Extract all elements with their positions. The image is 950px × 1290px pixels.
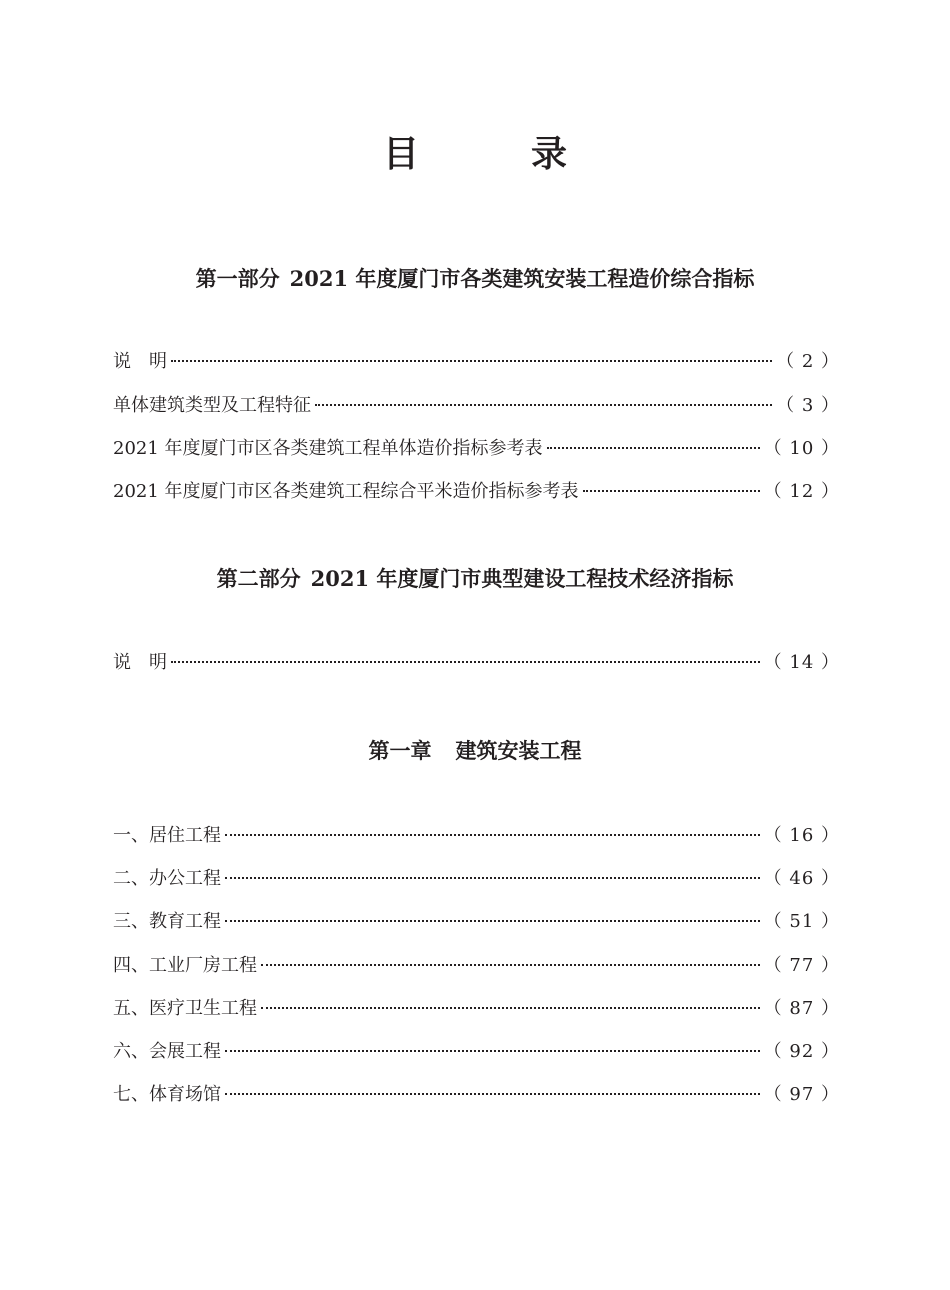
toc-item-page: （ 14 ） [763, 652, 840, 673]
dot-leader [171, 661, 760, 663]
dot-leader [315, 404, 772, 406]
page-title: 目 录 [382, 134, 605, 175]
toc-item-page: （ 2 ） [776, 351, 840, 372]
toc-item-page: （ 77 ） [763, 955, 840, 976]
toc-item-label: 2021 年度厦门市区各类建筑工程单体造价指标参考表 [113, 438, 543, 459]
toc-item-page: （ 10 ） [763, 438, 840, 459]
toc-item[interactable] [113, 391, 840, 421]
toc-item-page: （ 87 ） [763, 998, 840, 1019]
toc-item[interactable] [113, 821, 840, 851]
toc-item-label: 三、教育工程 [113, 911, 221, 932]
dot-leader [225, 877, 760, 879]
part1-heading [0, 264, 950, 294]
chapter1-label: 第一章 [368, 738, 432, 763]
dot-leader [225, 920, 760, 922]
part1-label: 第一部分 [195, 266, 280, 291]
toc-item-label: 单体建筑类型及工程特征 [113, 395, 311, 416]
toc-item[interactable] [113, 994, 840, 1024]
toc-item-page: （ 3 ） [776, 395, 840, 416]
part2-label: 第二部分 [216, 566, 301, 591]
chapter1-heading [0, 736, 950, 766]
dot-leader [171, 360, 772, 362]
toc-item-label: 说 明 [113, 351, 167, 372]
toc-item[interactable] [113, 434, 840, 464]
dot-leader [261, 964, 760, 966]
dot-leader [261, 1007, 760, 1009]
part2-title: 2021 年度厦门市典型建设工程技术经济指标 [310, 566, 734, 591]
dot-leader [225, 1050, 760, 1052]
toc-item[interactable] [113, 1037, 840, 1067]
toc-item[interactable] [113, 477, 840, 507]
toc-item-page: （ 92 ） [763, 1041, 840, 1062]
toc-item-page: （ 97 ） [763, 1084, 840, 1105]
toc-item[interactable] [113, 907, 840, 937]
toc-item-page: （ 12 ） [763, 481, 840, 502]
toc-item[interactable] [113, 1080, 840, 1110]
toc-item-label: 二、办公工程 [113, 868, 221, 889]
toc-item[interactable] [113, 648, 840, 678]
toc-item[interactable] [113, 864, 840, 894]
toc-item-page: （ 46 ） [763, 868, 840, 889]
toc-item[interactable] [113, 951, 840, 981]
toc-item-label: 七、体育场馆 [113, 1084, 221, 1105]
toc-item-label: 五、医疗卫生工程 [113, 998, 257, 1019]
part2-heading [0, 564, 950, 594]
dot-leader [225, 834, 760, 836]
toc-item[interactable] [113, 347, 840, 377]
toc-item-label: 一、居住工程 [113, 825, 221, 846]
chapter1-title: 建筑安装工程 [455, 738, 582, 763]
toc-item-label: 2021 年度厦门市区各类建筑工程综合平米造价指标参考表 [113, 481, 579, 502]
toc-item-page: （ 51 ） [763, 911, 840, 932]
dot-leader [225, 1093, 760, 1095]
toc-item-label: 四、工业厂房工程 [113, 955, 257, 976]
dot-leader [583, 490, 760, 492]
toc-item-page: （ 16 ） [763, 825, 840, 846]
dot-leader [547, 447, 760, 449]
toc-item-label: 说 明 [113, 652, 167, 673]
toc-item-label: 六、会展工程 [113, 1041, 221, 1062]
part1-title: 2021 年度厦门市各类建筑安装工程造价综合指标 [289, 266, 755, 291]
